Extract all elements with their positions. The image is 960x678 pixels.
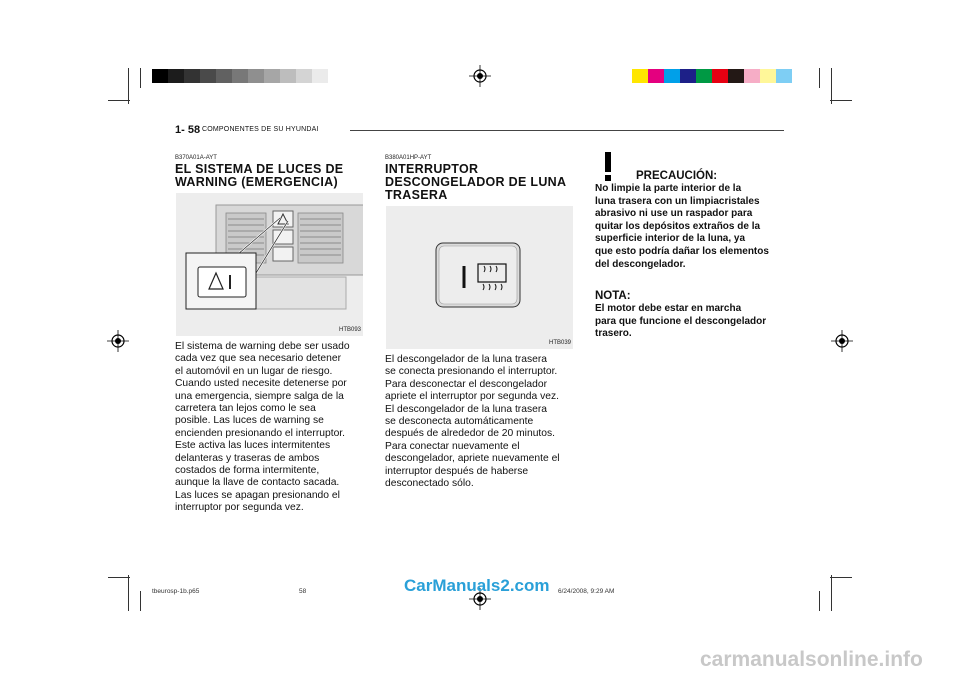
color-swatch: [216, 69, 232, 83]
note-text: [595, 303, 785, 341]
color-swatch: [680, 69, 696, 83]
body-text-middle: [385, 354, 574, 490]
color-swatch: [728, 69, 744, 83]
title-line: TRASERA: [385, 188, 448, 202]
page-number: 1- 58: [175, 124, 201, 136]
color-swatch: [296, 69, 312, 83]
figure-label: HTB093: [338, 327, 361, 333]
text-line: El descongelador de la luna trasera: [385, 354, 547, 365]
header-rule: [350, 130, 784, 131]
caution-title: PRECAUCIÓN:: [636, 170, 718, 182]
title-line: INTERRUPTOR: [385, 162, 479, 176]
text-line: El motor debe estar en marcha: [595, 303, 742, 314]
figure-label: HTB039: [548, 340, 571, 346]
registration-target-right: [831, 330, 853, 352]
dashboard-vent-illustration: [176, 193, 363, 336]
text-line: luna trasera con un limpiacristales: [595, 195, 760, 207]
text-line: El sistema de warning debe ser usado: [175, 341, 350, 352]
color-registration-bar: [632, 69, 792, 83]
text-line: Este activa las luces intermitentes: [175, 440, 331, 452]
registration-target-top: [469, 65, 491, 87]
warning-exclamation-icon: [595, 150, 623, 182]
color-swatch: [200, 69, 216, 83]
color-swatch: [696, 69, 712, 83]
color-swatch: [712, 69, 728, 83]
footer-file: tbeurosp-1b.p65: [152, 588, 200, 595]
section-title-middle: [385, 163, 580, 202]
text-line: carretera tan lejos como le sea: [175, 403, 316, 415]
color-swatch: [248, 69, 264, 83]
color-swatch: [312, 69, 328, 83]
watermark-top: CarManuals2.com: [404, 576, 550, 595]
title-line: EL SISTEMA DE LUCES DE: [175, 162, 344, 176]
gray-registration-bar: [152, 69, 328, 83]
text-line: descongelador, apriete nuevamente el: [385, 453, 560, 465]
defroster-button-illustration: [386, 206, 573, 349]
watermark-bottom: carmanualsonline.info: [700, 648, 923, 671]
text-line: posible. Las luces de warning se: [175, 415, 324, 427]
text-line: El descongelador de la luna trasera: [385, 403, 547, 415]
color-swatch: [152, 69, 168, 83]
text-line: quitar los depósitos extraños de la: [595, 220, 761, 232]
color-swatch: [776, 69, 792, 83]
text-line: apriete el interruptor por segunda vez.: [385, 391, 560, 403]
text-line: costados de forma intermitente,: [175, 465, 320, 477]
color-swatch: [264, 69, 280, 83]
text-line: después de alrededor de 20 minutos.: [385, 428, 556, 440]
text-line: desconectado sólo.: [385, 478, 474, 490]
caution-text: [595, 183, 785, 271]
color-swatch: [648, 69, 664, 83]
footer-page: 58: [299, 588, 307, 595]
text-line: se conecta presionando el interruptor.: [385, 366, 558, 378]
color-swatch: [744, 69, 760, 83]
text-line: trasero.: [595, 328, 632, 340]
title-line: WARNING (EMERGENCIA): [175, 175, 338, 189]
title-line: DESCONGELADOR DE LUNA: [385, 175, 567, 189]
section-code-left: B370A01A-AYT: [175, 155, 217, 161]
color-swatch: [280, 69, 296, 83]
text-line: cada vez que sea necesario detener: [175, 353, 342, 365]
text-line: que esto podría dañar los elementos: [595, 245, 769, 257]
text-line: Cuando usted necesite detenerse por: [175, 378, 347, 390]
text-line: Las luces se apagan presionando el: [175, 489, 340, 501]
text-line: una emergencia, siempre salga de la: [175, 390, 344, 402]
text-line: abrasivo ni use un raspador para: [595, 208, 753, 220]
footer-datetime: 6/24/2008, 9:29 AM: [558, 588, 615, 595]
color-swatch: [632, 69, 648, 83]
text-line: delanteras y traseras de ambos: [175, 452, 320, 464]
text-line: interruptor después de haberse: [385, 465, 529, 477]
text-line: No limpie la parte interior de la: [595, 183, 742, 194]
color-swatch: [760, 69, 776, 83]
text-line: interruptor por segunda vez.: [175, 502, 304, 514]
text-line: del descongelador.: [595, 258, 686, 270]
color-swatch: [168, 69, 184, 83]
text-line: Para conectar nuevamente el: [385, 440, 520, 452]
color-swatch: [664, 69, 680, 83]
registration-target-left: [107, 330, 129, 352]
text-line: superficie interior de la luna, ya: [595, 233, 746, 245]
text-line: para que funcione el descongelador: [595, 315, 767, 327]
note-title: NOTA:: [595, 290, 631, 302]
defroster-switch-figure: [386, 206, 573, 349]
section-code-middle: B380A01HP-AYT: [385, 155, 432, 161]
color-swatch: [232, 69, 248, 83]
text-line: el automóvil en un lugar de riesgo.: [175, 365, 333, 377]
text-line: se desconecta automáticamente: [385, 416, 534, 428]
text-line: Para desconectar el descongelador: [385, 378, 547, 390]
section-title: COMPONENTES DE SU HYUNDAI: [202, 126, 319, 133]
color-swatch: [184, 69, 200, 83]
text-line: encienden presionando el interruptor.: [175, 427, 346, 439]
text-line: aunque la llave de contacto sacada.: [175, 477, 340, 489]
section-title-left: [175, 163, 365, 189]
body-text-left: [175, 341, 364, 515]
hazard-switch-figure: [176, 193, 363, 336]
